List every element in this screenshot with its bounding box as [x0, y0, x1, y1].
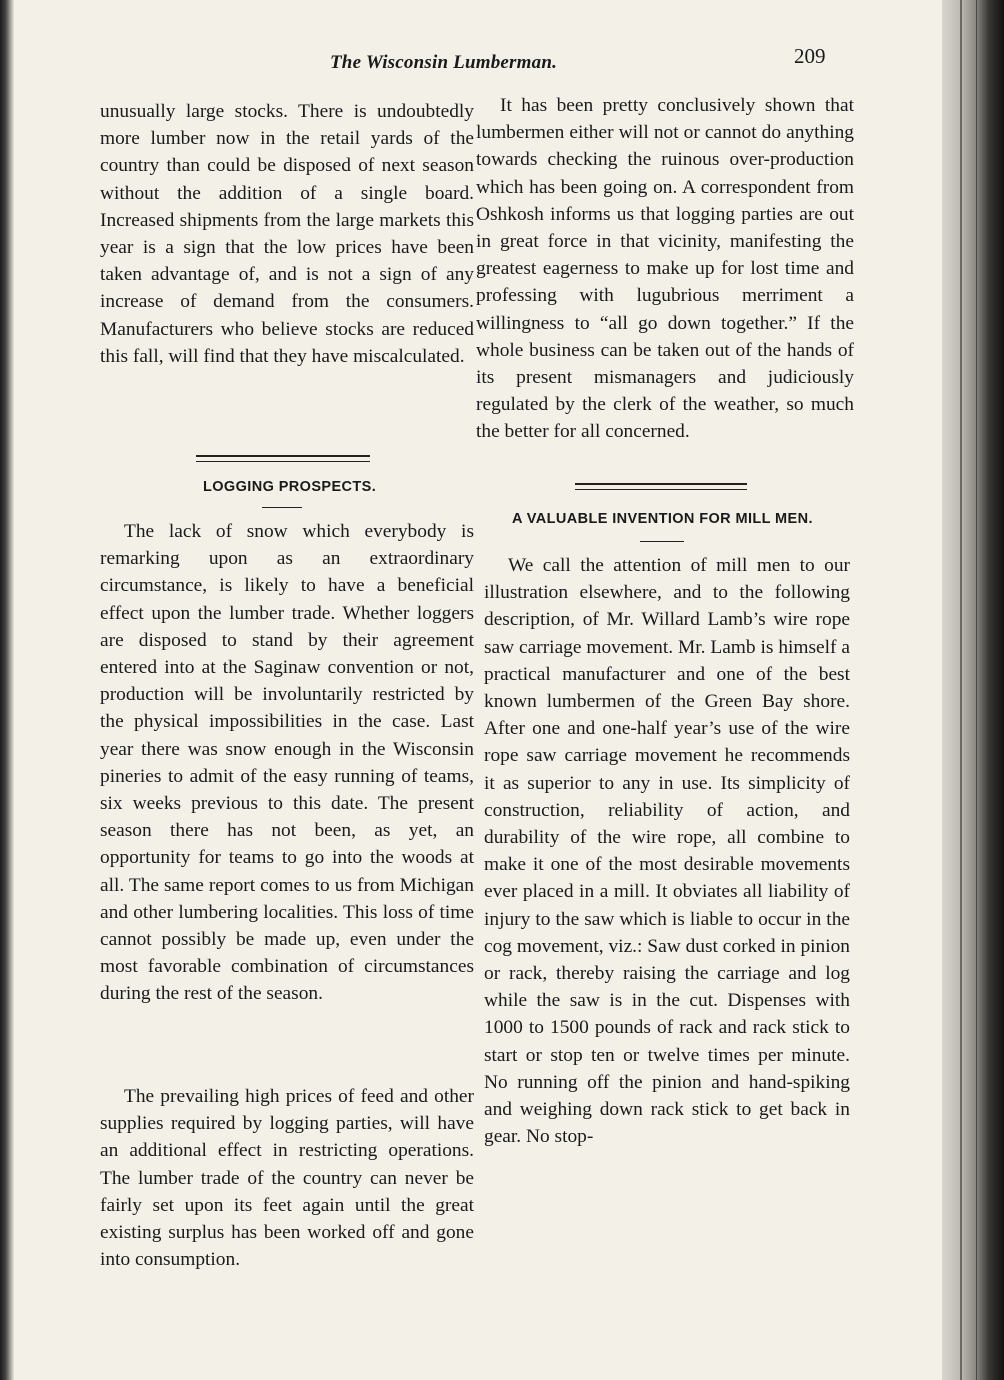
- valuable-invention-title: A VALUABLE INVENTION FOR MILL MEN.: [512, 511, 813, 527]
- page-number: 209: [794, 44, 826, 68]
- section-divider-left: [196, 455, 370, 462]
- running-header-title: The Wisconsin Lumberman.: [330, 52, 558, 73]
- left-intro-paragraph: unusually large stocks. There is undoubtedly more lumber now in the retail yards of the country than could be disposed of next season without the addition of a single board. Increased shipments from the large markets this year is a sign that the low prices have been taken advantage of, and is not a sign of any increase of demand from the consumers. Manufacturers who believe stocks are reduced this fall, will find that they have miscalculated.: [100, 101, 474, 367]
- title-underline-left: [262, 507, 302, 508]
- logging-prospects-paragraph-1: The lack of snow which everybody is remarking upon as an extraordinary circumstance, is likely to have a beneficial effect upon the lumber trade. Whether loggers are disposed to stand by their agreement entered into at the Saginaw convention or not, production will be involuntarily restricted by the physical impossibilities in the case. Last year there was snow enough in the Wisconsin pineries to admit of the easy running of teams, six weeks previous to this date. The present season there has not been, as yet, an opportunity for teams to go into the woods at all. The same report comes to us from Michigan and other lumbering localities. This loss of time cannot possibly be made up, even under the most favorable combination of circumstances during the rest of the season.: [100, 521, 474, 1005]
- page-edge-shadow: [942, 0, 1004, 1380]
- valuable-invention-paragraph-1: We call the attention of mill men to our illustration elsewhere, and to the following description, of Mr. Willard Lamb’s wire rope saw carriage movement. Mr. Lamb is himself a practical manufacturer and one of the best known lumbermen of the Green Bay shore. After one and one-half year’s use of the wire rope saw carriage movement he recommends it as superior to any in use. Its simplicity of construction, reliability of action, and durability of the wire rope, all combine to make it one of the most desirable movements ever placed in a mill. It obviates all liability of injury to the saw which is liable to occur in the cog movement, viz.: Saw dust corked in pinion or rack, thereby raising the carriage and log while the saw is in the cut. Dispenses with 1000 to 1500 pounds of rack and rack stick to start or stop ten or twelve times per minute. No running off the pinion and hand-spiking and weighing down rack stick to get back in gear. No stop-: [484, 555, 850, 1148]
- logging-prospects-paragraph-2: The prevailing high prices of feed and other supplies required by logging parties, will have an additional effect in restricting operations. The lumber trade of the country can never be fairly set upon its feet again until the great existing surplus has been worked off and gone into consumption.: [100, 1086, 474, 1271]
- logging-prospects-title: LOGGING PROSPECTS.: [203, 479, 377, 495]
- page-binding-shadow: [0, 0, 14, 1380]
- title-underline-right: [640, 541, 684, 542]
- section-divider-right: [575, 483, 747, 490]
- right-intro-paragraph: It has been pretty conclusively shown that lumbermen either will not or cannot do anything towards checking the ruinous over-production which has been going on. A correspondent from Oshkosh informs us that logging parties are out in great force in that vicinity, manifesting the greatest eagerness to make up for lost time and professing with lugubrious merriment a willingness to “all go down together.” If the whole business can be taken out of the hands of its present mismanagers and judiciously regulated by the clerk of the weather, so much the better for all concerned.: [476, 95, 854, 443]
